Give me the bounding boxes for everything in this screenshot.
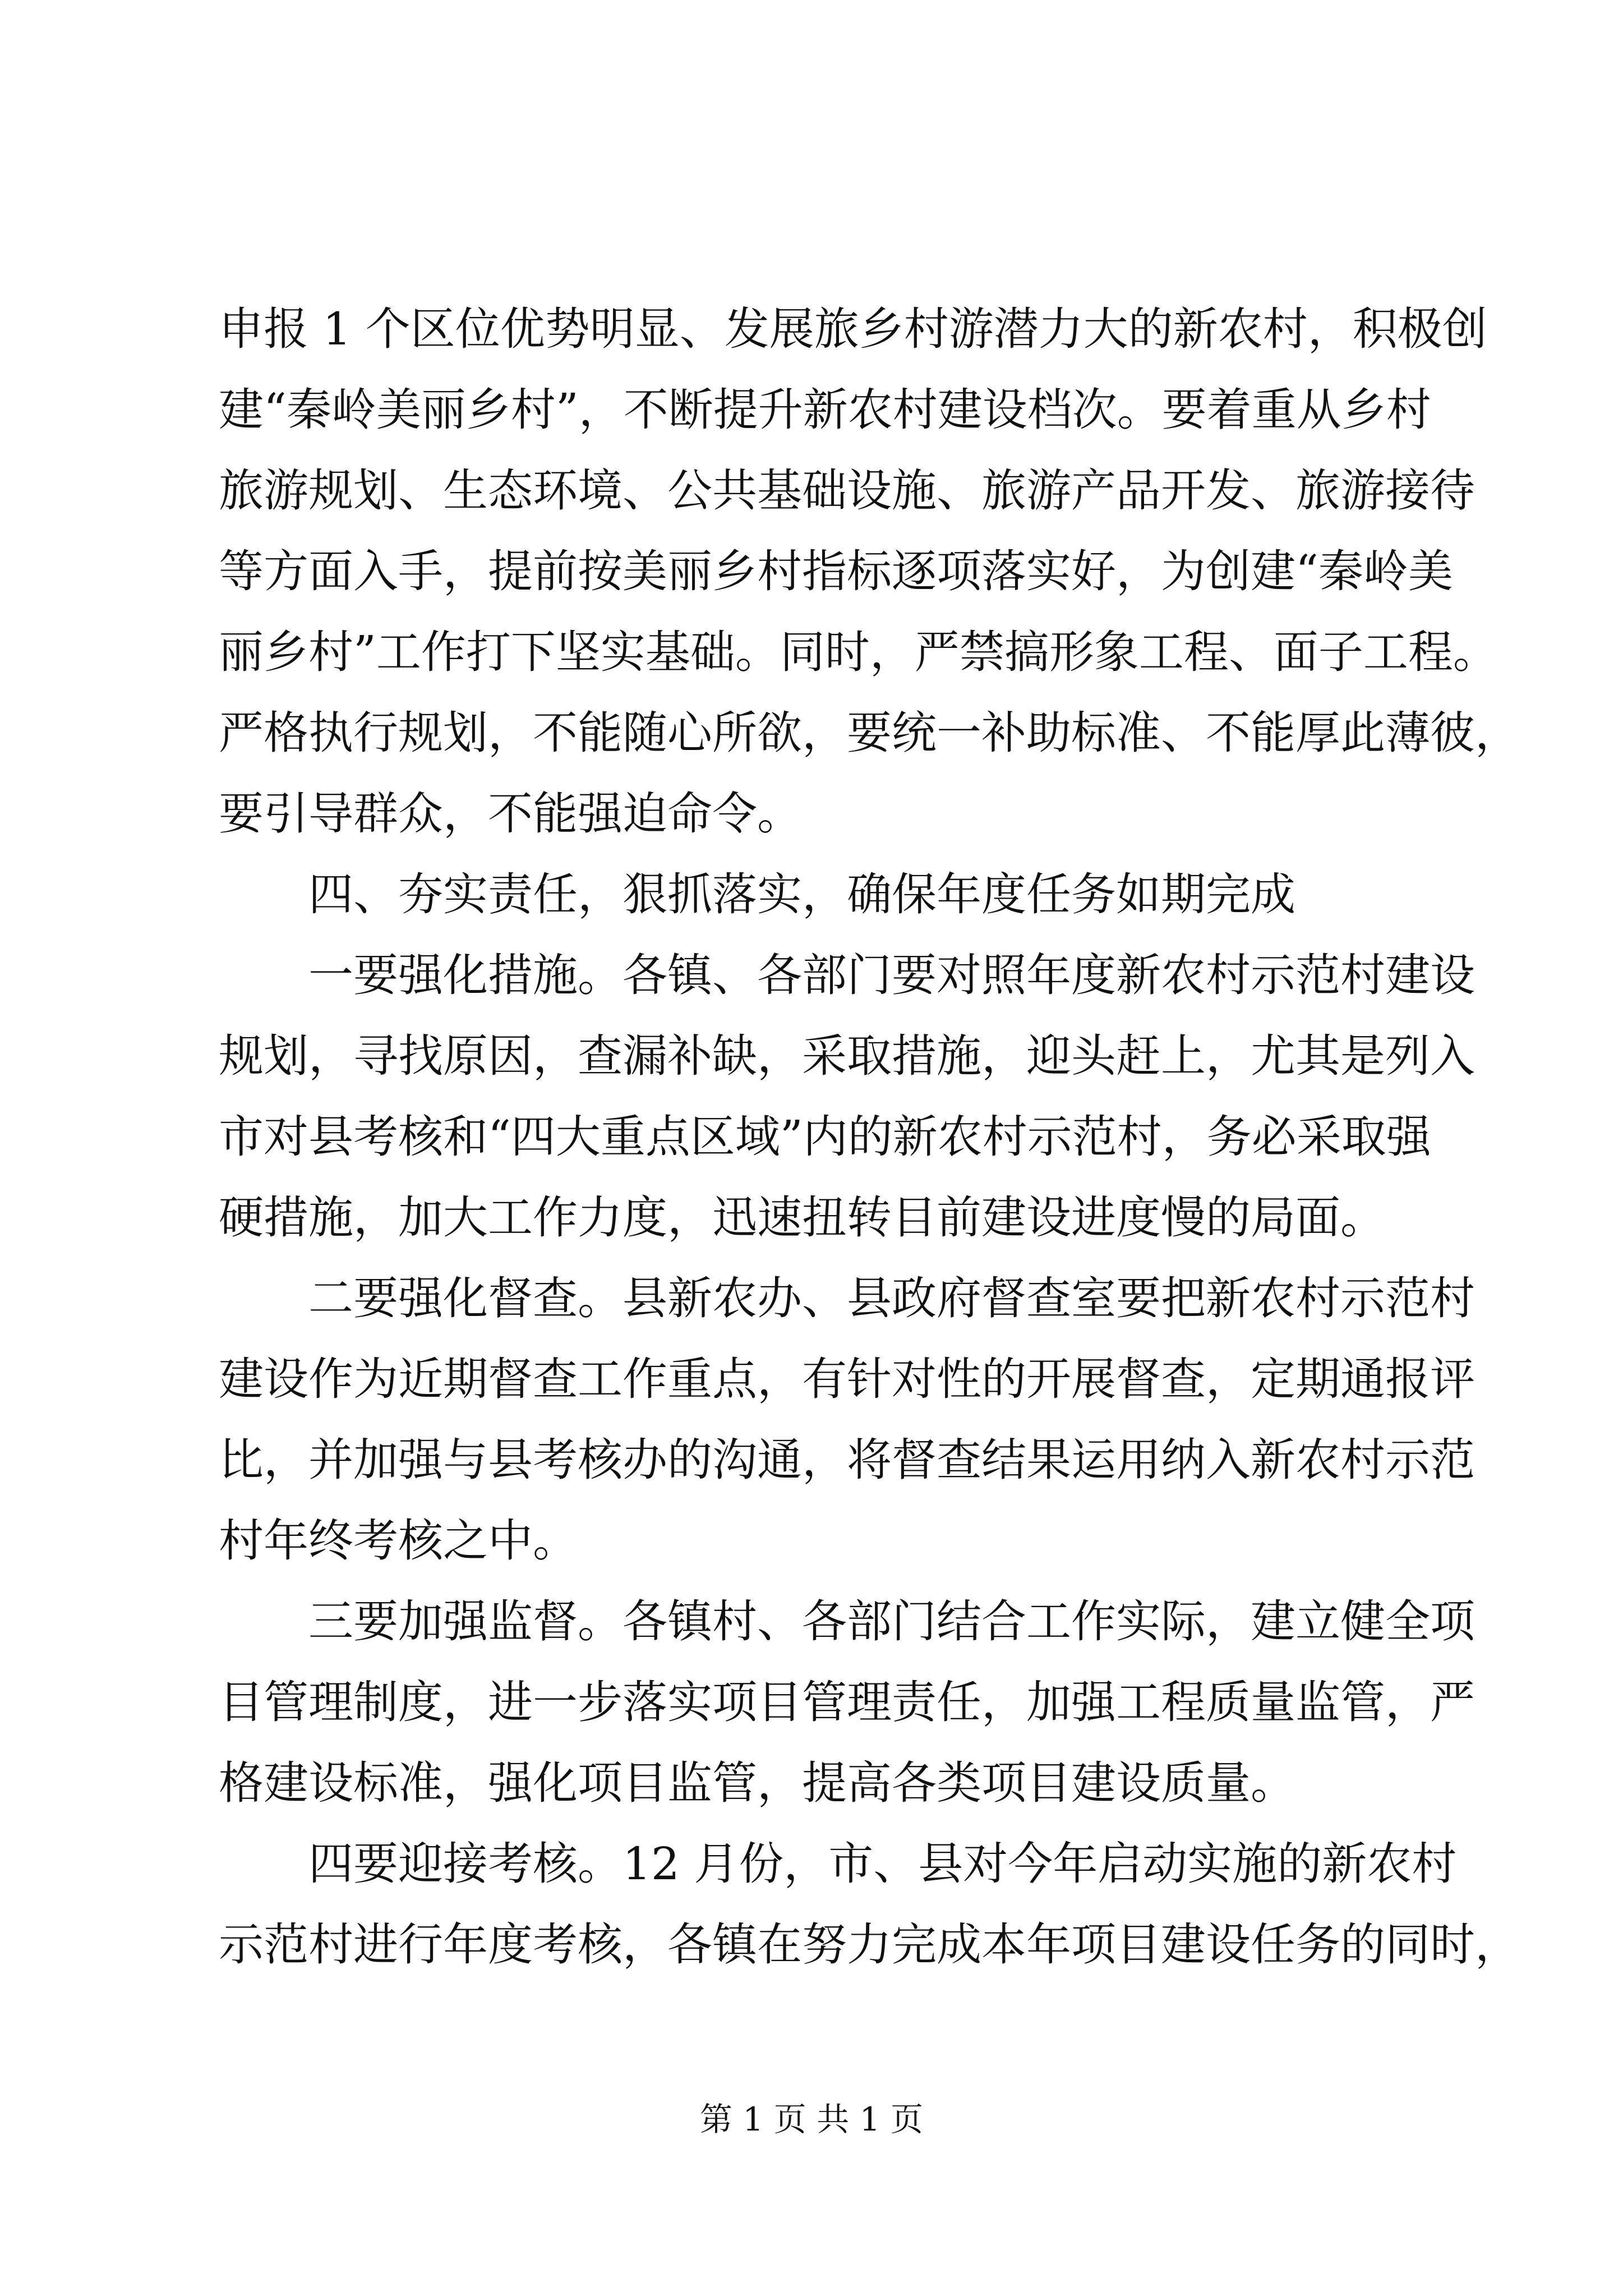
text-line: 目管理制度，进一步落实项目管理责任，加强工程质量监管，严 xyxy=(219,1676,1475,1728)
text-line: 市对县考核和“四大重点区域”内的新农村示范村，务必采取强 xyxy=(219,1111,1431,1163)
text-line: 比，并加强与县考核办的沟通，将督查结果运用纳入新农村示范 xyxy=(219,1434,1475,1486)
document-body xyxy=(219,289,1520,1985)
text-line: 格建设标准，强化项目监管，提高各类项目建设质量。 xyxy=(219,1757,1295,1809)
text-line: 严格执行规划，不能随心所欲，要统一补助标准、不能厚此薄彼， xyxy=(219,707,1520,759)
text-line: 四要迎接考核。12 月份，市、县对今年启动实施的新农村 xyxy=(308,1838,1457,1890)
text-line: 等方面入手，提前按美丽乡村指标逐项落实好，为创建“秦岭美 xyxy=(219,545,1453,597)
text-line: 旅游规划、生态环境、公共基础设施、旅游产品开发、旅游接待 xyxy=(219,464,1475,517)
text-line: 村年终考核之中。 xyxy=(219,1515,578,1567)
text-line: 示范村进行年度考核，各镇在努力完成本年项目建设任务的同时， xyxy=(219,1918,1520,1971)
text-line: 要引导群众，不能强迫命令。 xyxy=(219,788,802,840)
page-footer: 第 1 页 共 1 页 xyxy=(700,2100,923,2138)
text-line: 规划，寻找原因，查漏补缺，采取措施，迎头赶上，尤其是列入 xyxy=(219,1030,1475,1082)
text-line: 申报 1 个区位优势明显、发展旅乡村游潜力大的新农村，积极创 xyxy=(219,303,1487,355)
text-line: 一要强化措施。各镇、各部门要对照年度新农村示范村建设 xyxy=(308,949,1475,1001)
text-line: 建设作为近期督查工作重点，有针对性的开展督查，定期通报评 xyxy=(219,1353,1475,1405)
text-line: 丽乡村”工作打下坚实基础。同时，严禁搞形象工程、面子工程。 xyxy=(219,626,1498,678)
section-heading: 四、夯实责任，狠抓落实，确保年度任务如期完成 xyxy=(308,868,1295,921)
text-line: 硬措施，加大工作力度，迅速扭转目前建设进度慢的局面。 xyxy=(219,1191,1385,1244)
text-line: 三要加强监督。各镇村、各部门结合工作实际，建立健全项 xyxy=(308,1595,1475,1648)
text-line: 建“秦岭美丽乡村”，不断提升新农村建设档次。要着重从乡村 xyxy=(219,384,1431,436)
text-line: 二要强化督查。县新农办、县政府督查室要把新农村示范村 xyxy=(308,1272,1475,1324)
